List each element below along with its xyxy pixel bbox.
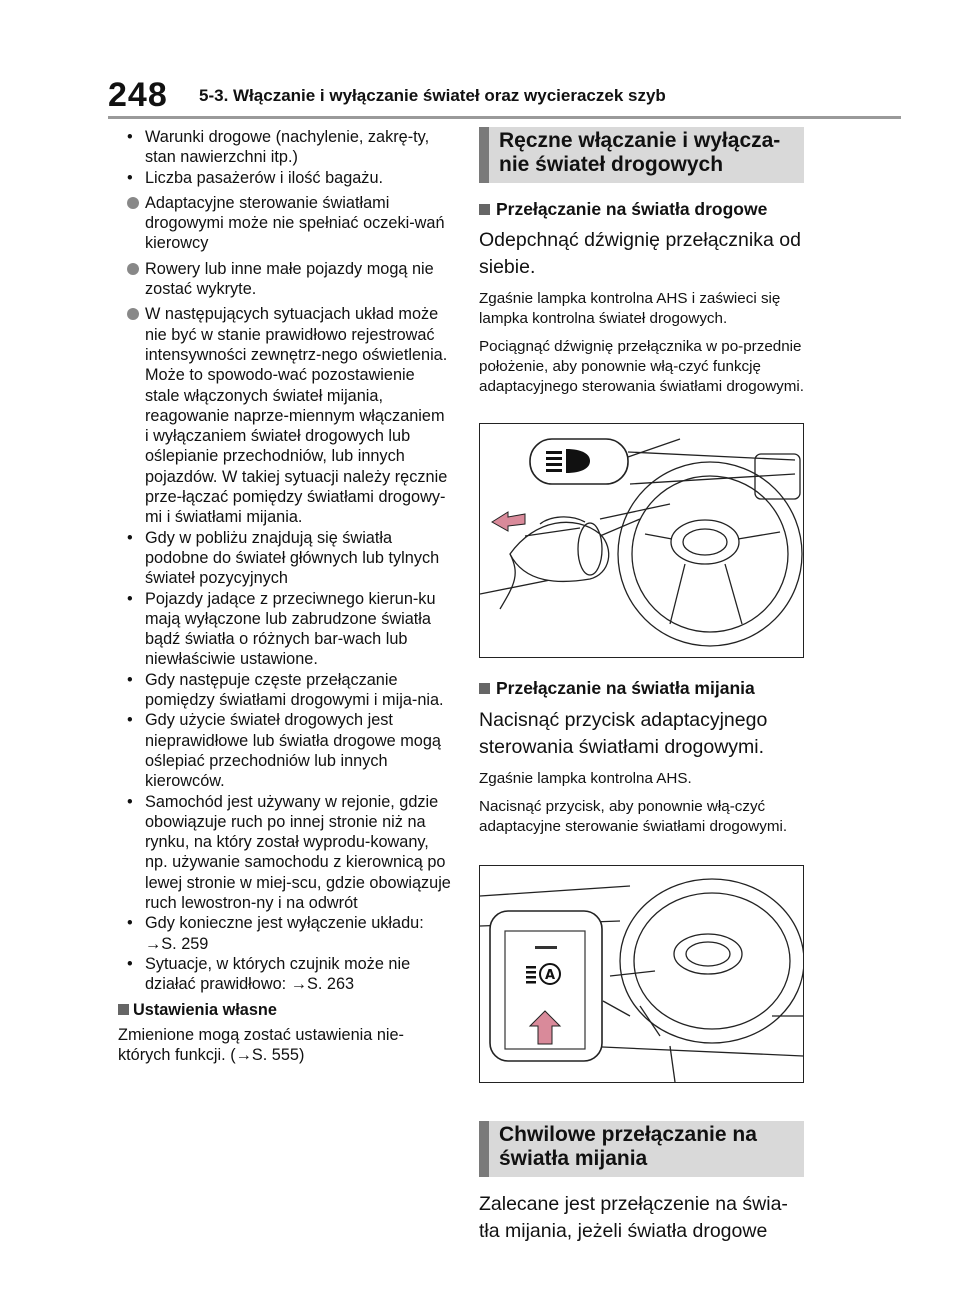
header-rule [108,116,901,119]
list-item: • Gdy następuje częste przełączanie pomiędzy światłami drogowymi i mija-nia. [127,670,444,710]
subheading: Przełączanie na światła drogowe [479,199,804,219]
page-number: 248 [108,76,168,114]
right-column [479,127,804,1245]
list-item: • Sytuacje, w których czujnik może nie działać prawidłowo: →S. 263 [127,954,411,994]
square-bullet-icon [118,1004,129,1015]
section-title: 5-3. Włączanie i wyłączanie świateł oraz wycieraczek szyb [199,86,666,105]
list-item: • Gdy konieczne jest wyłączenie układu: →S. 259 [127,914,424,953]
list-item: • Liczba pasażerów i ilość bagażu. [127,168,384,187]
circle-bullet-icon [127,197,139,209]
note: Pociągnąć dźwignię przełącznika w po-przednie położenie, aby ponownie włą-czyć funkcję adaptacyjnego sterowania światłami drogowymi. [479,338,805,396]
lever-illustration [479,423,804,658]
list-item: • Pojazdy jadące z przeciwnego kierun-ku mają wyłączone lub zabrudzone światła bądź światła o różnych bar-wach lub niewłaściwie ustawione. [127,589,436,669]
button-illustration [479,865,804,1083]
list-item: Adaptacyjne sterowanie światłami drogowymi może nie spełniać oczeki-wań kierowcy [118,193,452,254]
list-item: • Warunki drogowe (nachylenie, zakrę-ty, stan nawierzchni itp.) [127,128,430,167]
note: Zgaśnie lampka kontrolna AHS i zaświeci się lampka kontrolna świateł drogowych. [479,290,781,328]
section-heading: Chwilowe przełączanie na światła mijania [479,1121,804,1177]
settings-heading: Ustawienia własne [118,1000,452,1020]
note: Nacisnąć przycisk, aby ponownie włą-czyć adaptacyjne sterowanie światłami drogowymi. [479,797,788,835]
square-bullet-icon [479,204,490,215]
list-item: Rowery lub inne małe pojazdy mogą nie zostać wykryte. [118,259,452,300]
left-column [118,127,452,1065]
settings-text: Zmienione mogą zostać ustawienia nie-których funkcji. (→S. 555) [118,1025,404,1065]
list-item: • Gdy w pobliżu znajdują się światła podobne do świateł głównych lub tylnych świateł pozycyjnych [127,528,440,588]
circle-bullet-icon [127,308,139,320]
instruction: Odepchnąć dźwignię przełącznika od siebie. [479,229,801,279]
paragraph: Zalecane jest przełączenie na świa-tła mijania, jeżeli światła drogowe [479,1192,788,1242]
instruction: Nacisnąć przycisk adaptacyjnego sterowania światłami drogowymi. [479,708,768,758]
square-bullet-icon [479,683,490,694]
svg-text:A: A [544,967,556,983]
section-heading: Ręczne włączanie i wyłącza-nie świateł drogowych [479,127,804,183]
subheading: Przełączanie na światła mijania [479,678,804,698]
list-item: W następujących sytuacjach układ może nie być w stanie prawidłowo rejestrować intensywności zewnętrz-nego oświetlenia. Może to spowodo-wać pozostawienie stale włączonych świateł mijania, reagowanie naprze-miennym włączaniem i wyłączaniem świateł drogowych lub oślepianie przechodniów, lub innych pojazdów. W takiej sytuacji należy ręcznie prze-łączać pomiędzy światłami drogowy-mi i światłami mijania. [118,304,452,527]
push-arrow-icon [492,512,525,531]
circle-bullet-icon [127,263,139,275]
list-item: • Gdy użycie świateł drogowych jest nieprawidłowe lub światła drogowe mogą oślepiać przechodniów lub innych kierowców. [127,711,441,791]
list-item: • Samochód jest używany w rejonie, gdzie obowiązuje ruch po innej stronie niż na rynku, na który został wyprodu-kowany, np. używanie samochodu z kierownicą po lewej stronie w miej-scu, gdzie obowiązuje ruch lewostron-ny i na odwrót [127,792,451,912]
note: Zgaśnie lampka kontrolna AHS. [479,769,692,787]
